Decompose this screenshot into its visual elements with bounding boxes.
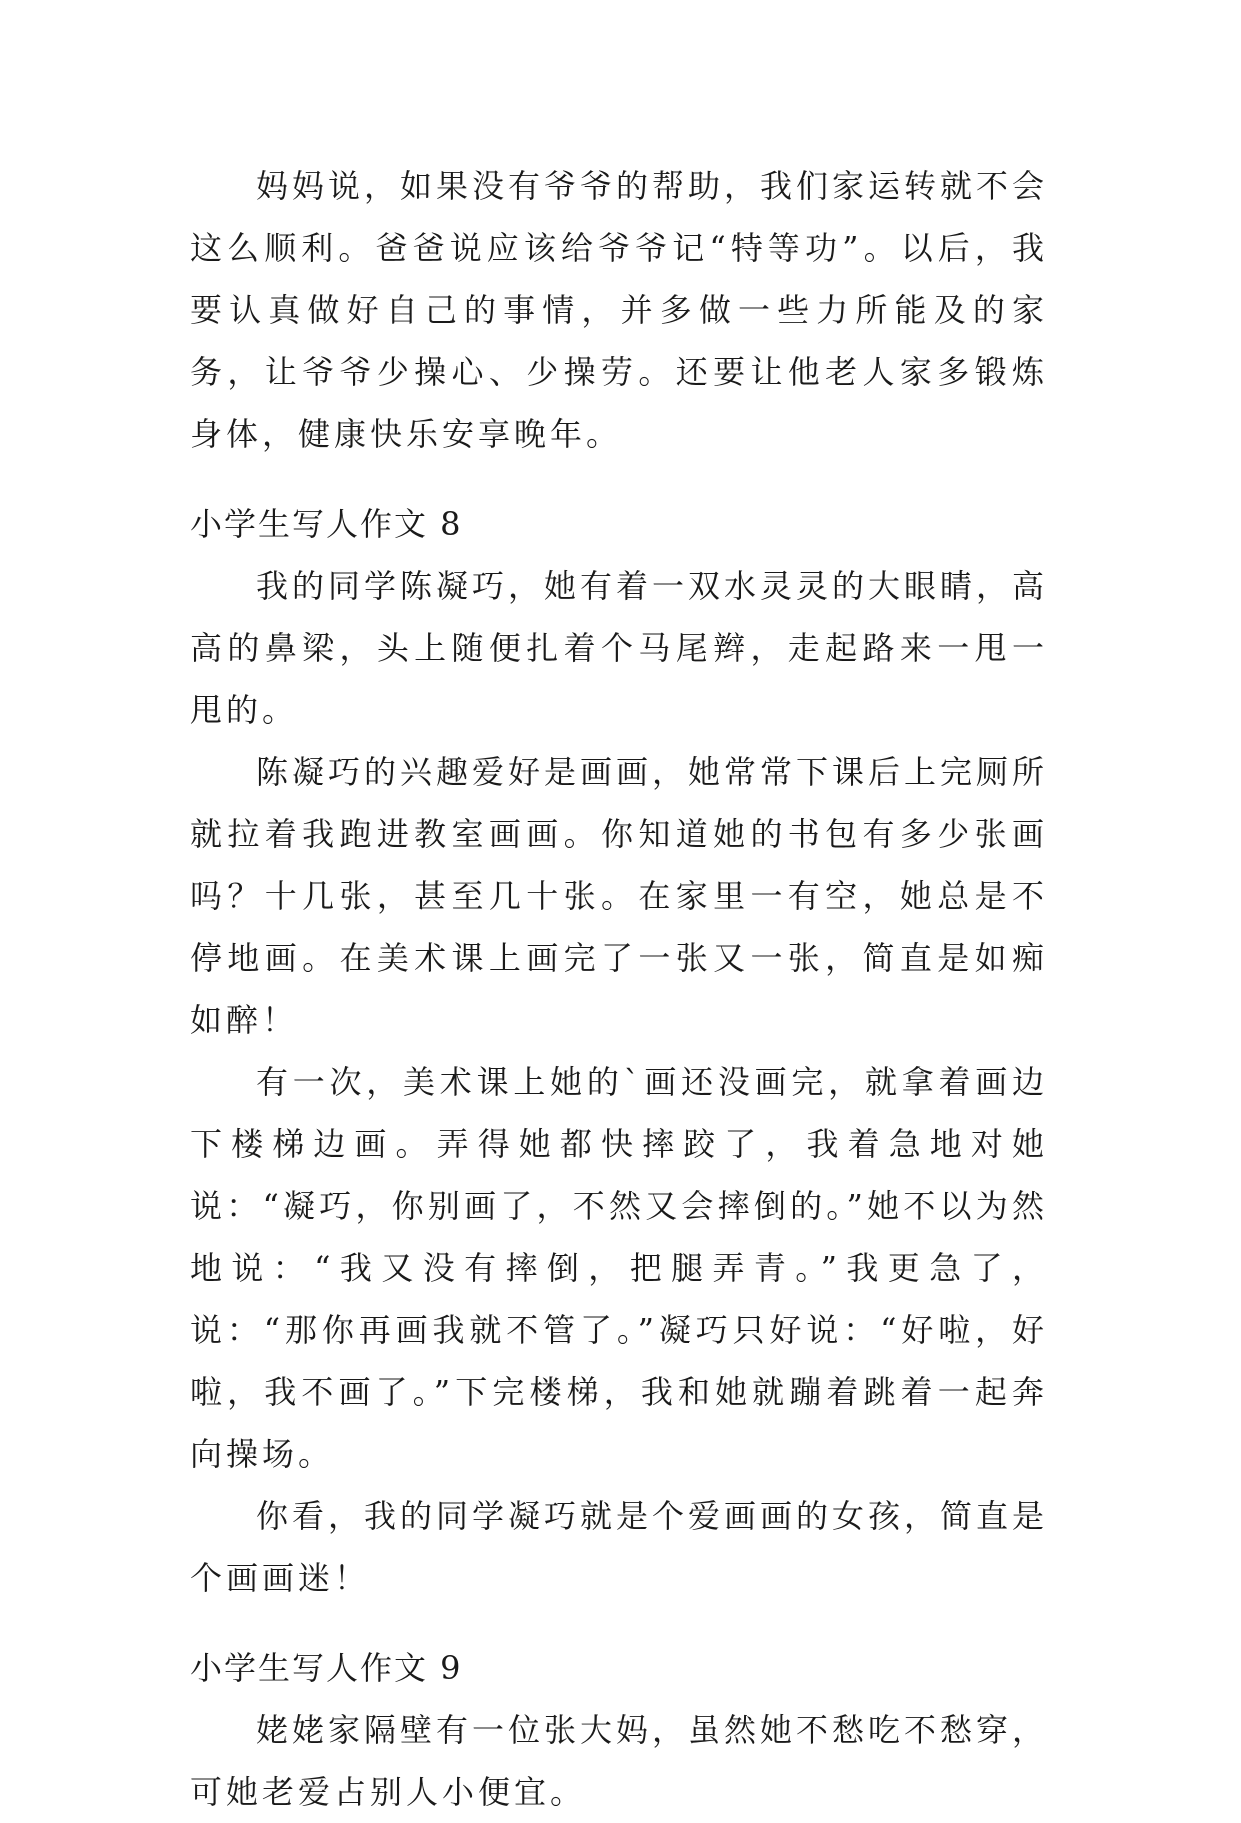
document-body: [190, 155, 1048, 1823]
paragraph: 姥姥家隔壁有一位张大妈，虽然她不愁吃不愁穿，可她老爱占别人小便宜。: [190, 1711, 1049, 1811]
paragraph: 你看，我的同学凝巧就是个爱画画的女孩，简直是个画画迷！: [190, 1497, 1049, 1597]
section-heading: 小学生写人作文 9: [190, 1649, 463, 1687]
paragraph: 妈妈说，如果没有爷爷的帮助，我们家运转就不会这么顺利。爸爸说应该给爷爷记“特等功”。以后，我要认真做好自己的事情，并多做一些力所能及的家务，让爷爷少操心、少操劳。还要让他老人家多锻炼身体，健康快乐安享晚年。: [190, 167, 1049, 453]
paragraph: 我的同学陈凝巧，她有着一双水灵灵的大眼睛，高高的鼻梁，头上随便扎着个马尾辫，走起路来一甩一甩的。: [190, 567, 1049, 729]
paragraph: 陈凝巧的兴趣爱好是画画，她常常下课后上完厕所就拉着我跑进教室画画。你知道她的书包有多少张画吗？十几张，甚至几十张。在家里一有空，她总是不停地画。在美术课上画完了一张又一张，简直是如痴如醉！: [190, 753, 1049, 1039]
section-heading: 小学生写人作文 8: [190, 505, 463, 543]
paragraph: 有一次，美术课上她的`画还没画完，就拿着画边下楼梯边画。弄得她都快摔跤了，我着急地对她说：“凝巧，你别画了，不然又会摔倒的。”她不以为然地说：“我又没有摔倒，把腿弄青。”我更急了，说：“那你再画我就不管了。”凝巧只好说：“好啦，好啦，我不画了。”下完楼梯，我和她就蹦着跳着一起奔向操场。: [190, 1063, 1048, 1473]
